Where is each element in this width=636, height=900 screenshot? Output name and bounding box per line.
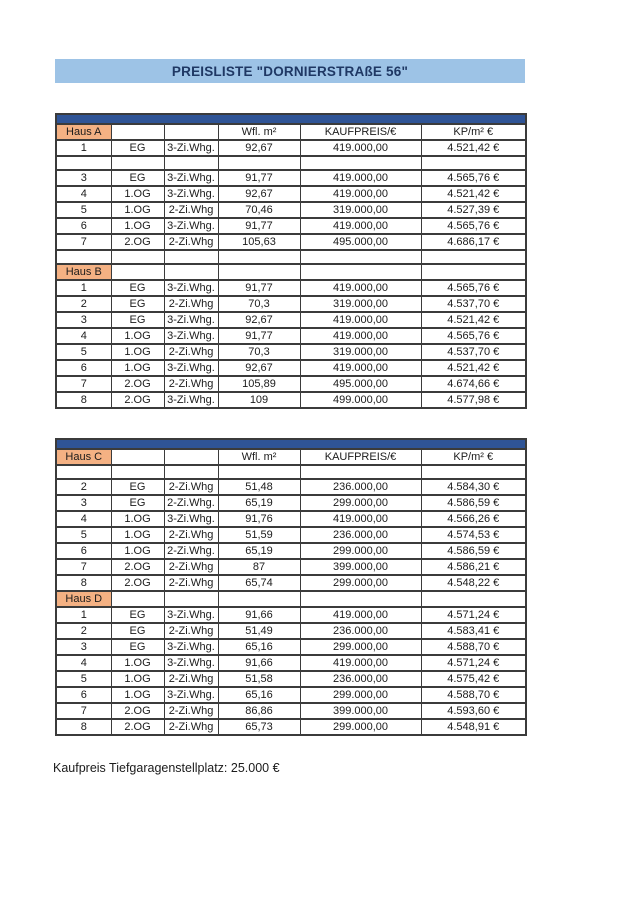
unit-row (56, 527, 526, 543)
cell-area: 91,66 (218, 607, 300, 623)
cell-unit-type: 2-Zi.Whg. (164, 495, 218, 511)
price-table-haus-a-b (55, 113, 527, 409)
accent-bar-row (56, 439, 526, 449)
cell-purchase-price: 419.000,00 (300, 360, 421, 376)
cell-area: 65,19 (218, 495, 300, 511)
unit-row (56, 140, 526, 156)
unit-row (56, 344, 526, 360)
unit-row (56, 671, 526, 687)
cell-area: 87 (218, 559, 300, 575)
cell-floor: EG (111, 623, 164, 639)
cell-area: 86,86 (218, 703, 300, 719)
cell-area: 65,74 (218, 575, 300, 591)
blank-cell (111, 250, 164, 264)
cell-floor: 1.OG (111, 527, 164, 543)
haus-section-label: Haus D (56, 591, 111, 607)
cell-unit-nr: 6 (56, 218, 111, 234)
cell-floor: 1.OG (111, 543, 164, 559)
cell-floor: EG (111, 140, 164, 156)
cell-unit-type: 3-Zi.Whg. (164, 328, 218, 344)
cell-area: 91,77 (218, 170, 300, 186)
cell-floor: 1.OG (111, 655, 164, 671)
cell-price-per-sqm: 4.586,59 € (421, 543, 526, 559)
blank-cell (218, 156, 300, 170)
unit-row (56, 655, 526, 671)
accent-bar-row (56, 114, 526, 124)
cell-area: 105,63 (218, 234, 300, 250)
price-table-haus-c-d (55, 438, 527, 736)
cell-area: 105,89 (218, 376, 300, 392)
cell-purchase-price: 419.000,00 (300, 218, 421, 234)
cell-price-per-sqm: 4.521,42 € (421, 360, 526, 376)
cell-area: 65,19 (218, 543, 300, 559)
cell-price-per-sqm: 4.521,42 € (421, 186, 526, 202)
cell-unit-nr: 5 (56, 344, 111, 360)
cell-unit-nr: 7 (56, 559, 111, 575)
cell-unit-nr: 3 (56, 312, 111, 328)
unit-row (56, 703, 526, 719)
cell-unit-nr: 4 (56, 655, 111, 671)
cell-purchase-price: 319.000,00 (300, 202, 421, 218)
cell-purchase-price: 419.000,00 (300, 511, 421, 527)
unit-row (56, 575, 526, 591)
cell-price-per-sqm: 4.565,76 € (421, 170, 526, 186)
unit-row (56, 392, 526, 408)
blank-cell (164, 264, 218, 280)
cell-unit-type: 3-Zi.Whg. (164, 607, 218, 623)
unit-row (56, 234, 526, 250)
accent-bar (56, 114, 526, 124)
cell-unit-type: 3-Zi.Whg. (164, 312, 218, 328)
cell-area: 109 (218, 392, 300, 408)
cell-area: 70,3 (218, 344, 300, 360)
cell-purchase-price: 419.000,00 (300, 328, 421, 344)
price-table-body (56, 439, 526, 735)
cell-floor: 1.OG (111, 687, 164, 703)
blank-cell (164, 465, 218, 479)
unit-row (56, 687, 526, 703)
blank-cell (111, 156, 164, 170)
cell-unit-type: 2-Zi.Whg (164, 202, 218, 218)
cell-purchase-price: 236.000,00 (300, 479, 421, 495)
unit-row (56, 186, 526, 202)
blank-cell (421, 156, 526, 170)
blank-cell (218, 591, 300, 607)
cell-unit-type: 3-Zi.Whg. (164, 392, 218, 408)
cell-price-per-sqm: 4.565,76 € (421, 280, 526, 296)
empty-row (56, 156, 526, 170)
blank-cell (56, 156, 111, 170)
col-header-area: Wfl. m² (218, 124, 300, 140)
cell-price-per-sqm: 4.586,59 € (421, 495, 526, 511)
cell-floor: 1.OG (111, 671, 164, 687)
cell-floor: 2.OG (111, 234, 164, 250)
cell-area: 91,77 (218, 280, 300, 296)
title-banner (55, 59, 525, 83)
cell-price-per-sqm: 4.584,30 € (421, 479, 526, 495)
cell-purchase-price: 499.000,00 (300, 392, 421, 408)
cell-area: 92,67 (218, 360, 300, 376)
cell-floor: EG (111, 312, 164, 328)
cell-area: 92,67 (218, 186, 300, 202)
col-header-price: KAUFPREIS/€ (300, 124, 421, 140)
cell-unit-nr: 6 (56, 543, 111, 559)
cell-price-per-sqm: 4.548,91 € (421, 719, 526, 735)
unit-row (56, 312, 526, 328)
cell-unit-nr: 4 (56, 186, 111, 202)
cell-floor: EG (111, 296, 164, 312)
cell-purchase-price: 419.000,00 (300, 170, 421, 186)
cell-price-per-sqm: 4.521,42 € (421, 140, 526, 156)
blank-cell (421, 250, 526, 264)
cell-floor: EG (111, 280, 164, 296)
cell-unit-nr: 7 (56, 234, 111, 250)
cell-unit-nr: 8 (56, 719, 111, 735)
cell-price-per-sqm: 4.571,24 € (421, 607, 526, 623)
cell-purchase-price: 299.000,00 (300, 495, 421, 511)
blank-cell (164, 250, 218, 264)
cell-floor: 1.OG (111, 202, 164, 218)
cell-unit-type: 2-Zi.Whg (164, 671, 218, 687)
cell-purchase-price: 399.000,00 (300, 559, 421, 575)
cell-unit-type: 2-Zi.Whg (164, 559, 218, 575)
cell-floor: 1.OG (111, 344, 164, 360)
price-table-body (56, 114, 526, 408)
haus-section-label: Haus A (56, 124, 111, 140)
cell-unit-type: 3-Zi.Whg. (164, 218, 218, 234)
unit-row (56, 719, 526, 735)
cell-floor: EG (111, 170, 164, 186)
unit-row (56, 280, 526, 296)
cell-unit-nr: 5 (56, 202, 111, 218)
cell-unit-type: 3-Zi.Whg. (164, 280, 218, 296)
cell-unit-nr: 7 (56, 376, 111, 392)
col-header-price-per-sqm: KP/m² € (421, 124, 526, 140)
cell-unit-nr: 6 (56, 687, 111, 703)
cell-price-per-sqm: 4.527,39 € (421, 202, 526, 218)
cell-area: 70,46 (218, 202, 300, 218)
cell-unit-type: 3-Zi.Whg. (164, 360, 218, 376)
cell-unit-type: 3-Zi.Whg. (164, 170, 218, 186)
cell-unit-type: 2-Zi.Whg (164, 376, 218, 392)
column-header-row (56, 449, 526, 465)
haus-section-label: Haus B (56, 264, 111, 280)
empty-row (56, 250, 526, 264)
cell-purchase-price: 299.000,00 (300, 543, 421, 559)
cell-unit-type: 3-Zi.Whg. (164, 655, 218, 671)
cell-area: 91,76 (218, 511, 300, 527)
cell-unit-type: 2-Zi.Whg (164, 527, 218, 543)
cell-price-per-sqm: 4.566,26 € (421, 511, 526, 527)
col-header-price: KAUFPREIS/€ (300, 449, 421, 465)
unit-row (56, 607, 526, 623)
cell-price-per-sqm: 4.565,76 € (421, 218, 526, 234)
cell-purchase-price: 236.000,00 (300, 527, 421, 543)
col-header-area: Wfl. m² (218, 449, 300, 465)
cell-price-per-sqm: 4.586,21 € (421, 559, 526, 575)
blank-cell (421, 591, 526, 607)
unit-row (56, 202, 526, 218)
garage-price-note: Kaufpreis Tiefgaragenstellplatz: 25.000 € (53, 761, 280, 775)
header-blank-cell (164, 449, 218, 465)
header-blank-cell (111, 449, 164, 465)
cell-floor: 2.OG (111, 575, 164, 591)
cell-unit-nr: 8 (56, 392, 111, 408)
cell-floor: 1.OG (111, 186, 164, 202)
accent-bar (56, 439, 526, 449)
cell-floor: 1.OG (111, 360, 164, 376)
blank-cell (300, 465, 421, 479)
cell-unit-nr: 3 (56, 495, 111, 511)
cell-purchase-price: 236.000,00 (300, 671, 421, 687)
cell-unit-nr: 4 (56, 511, 111, 527)
cell-purchase-price: 419.000,00 (300, 655, 421, 671)
cell-price-per-sqm: 4.574,53 € (421, 527, 526, 543)
unit-row (56, 170, 526, 186)
cell-price-per-sqm: 4.593,60 € (421, 703, 526, 719)
cell-purchase-price: 299.000,00 (300, 575, 421, 591)
cell-area: 51,48 (218, 479, 300, 495)
unit-row (56, 623, 526, 639)
blank-cell (300, 250, 421, 264)
cell-unit-type: 2-Zi.Whg (164, 344, 218, 360)
blank-cell (111, 264, 164, 280)
blank-cell (421, 465, 526, 479)
cell-purchase-price: 236.000,00 (300, 623, 421, 639)
section-label-row (56, 591, 526, 607)
unit-row (56, 218, 526, 234)
cell-area: 65,16 (218, 639, 300, 655)
cell-purchase-price: 419.000,00 (300, 280, 421, 296)
cell-unit-nr: 1 (56, 140, 111, 156)
cell-unit-nr: 8 (56, 575, 111, 591)
cell-unit-type: 3-Zi.Whg. (164, 687, 218, 703)
cell-purchase-price: 299.000,00 (300, 719, 421, 735)
blank-cell (421, 264, 526, 280)
cell-purchase-price: 495.000,00 (300, 376, 421, 392)
cell-price-per-sqm: 4.571,24 € (421, 655, 526, 671)
cell-floor: 2.OG (111, 703, 164, 719)
cell-floor: 1.OG (111, 328, 164, 344)
cell-unit-type: 3-Zi.Whg. (164, 140, 218, 156)
cell-unit-type: 2-Zi.Whg (164, 703, 218, 719)
cell-area: 92,67 (218, 140, 300, 156)
cell-purchase-price: 319.000,00 (300, 296, 421, 312)
cell-floor: 2.OG (111, 376, 164, 392)
cell-floor: 2.OG (111, 559, 164, 575)
cell-price-per-sqm: 4.588,70 € (421, 687, 526, 703)
cell-unit-nr: 3 (56, 639, 111, 655)
cell-unit-nr: 1 (56, 607, 111, 623)
cell-purchase-price: 319.000,00 (300, 344, 421, 360)
cell-price-per-sqm: 4.588,70 € (421, 639, 526, 655)
empty-row (56, 465, 526, 479)
cell-area: 51,58 (218, 671, 300, 687)
blank-cell (111, 465, 164, 479)
blank-cell (300, 156, 421, 170)
cell-price-per-sqm: 4.548,22 € (421, 575, 526, 591)
haus-section-label: Haus C (56, 449, 111, 465)
blank-cell (56, 250, 111, 264)
page-title: PREISLISTE "DORNIERSTRAßE 56" (171, 63, 409, 79)
cell-unit-type: 2-Zi.Whg (164, 234, 218, 250)
cell-price-per-sqm: 4.537,70 € (421, 296, 526, 312)
blank-cell (111, 591, 164, 607)
cell-purchase-price: 419.000,00 (300, 140, 421, 156)
cell-unit-type: 3-Zi.Whg. (164, 511, 218, 527)
cell-floor: EG (111, 495, 164, 511)
cell-purchase-price: 419.000,00 (300, 312, 421, 328)
unit-row (56, 328, 526, 344)
blank-cell (164, 591, 218, 607)
blank-cell (300, 591, 421, 607)
blank-cell (218, 264, 300, 280)
cell-unit-nr: 5 (56, 671, 111, 687)
cell-unit-type: 2-Zi.Whg. (164, 543, 218, 559)
cell-price-per-sqm: 4.565,76 € (421, 328, 526, 344)
cell-floor: EG (111, 639, 164, 655)
cell-unit-type: 3-Zi.Whg. (164, 639, 218, 655)
cell-price-per-sqm: 4.583,41 € (421, 623, 526, 639)
cell-area: 91,77 (218, 218, 300, 234)
unit-row (56, 559, 526, 575)
cell-unit-nr: 3 (56, 170, 111, 186)
blank-cell (300, 264, 421, 280)
cell-purchase-price: 299.000,00 (300, 639, 421, 655)
cell-unit-type: 2-Zi.Whg (164, 479, 218, 495)
cell-purchase-price: 495.000,00 (300, 234, 421, 250)
cell-unit-nr: 2 (56, 296, 111, 312)
cell-floor: 2.OG (111, 719, 164, 735)
cell-floor: 1.OG (111, 218, 164, 234)
cell-unit-nr: 2 (56, 623, 111, 639)
blank-cell (56, 465, 111, 479)
cell-unit-nr: 4 (56, 328, 111, 344)
cell-area: 92,67 (218, 312, 300, 328)
unit-row (56, 639, 526, 655)
cell-purchase-price: 419.000,00 (300, 186, 421, 202)
cell-price-per-sqm: 4.577,98 € (421, 392, 526, 408)
cell-unit-type: 2-Zi.Whg (164, 623, 218, 639)
cell-unit-type: 2-Zi.Whg (164, 575, 218, 591)
section-label-row (56, 264, 526, 280)
cell-price-per-sqm: 4.537,70 € (421, 344, 526, 360)
cell-price-per-sqm: 4.521,42 € (421, 312, 526, 328)
cell-area: 65,73 (218, 719, 300, 735)
blank-cell (218, 465, 300, 479)
cell-unit-nr: 2 (56, 479, 111, 495)
unit-row (56, 479, 526, 495)
unit-row (56, 376, 526, 392)
unit-row (56, 511, 526, 527)
cell-area: 91,77 (218, 328, 300, 344)
column-header-row (56, 124, 526, 140)
cell-floor: 1.OG (111, 511, 164, 527)
cell-area: 51,49 (218, 623, 300, 639)
cell-price-per-sqm: 4.674,66 € (421, 376, 526, 392)
unit-row (56, 543, 526, 559)
cell-floor: EG (111, 479, 164, 495)
unit-row (56, 360, 526, 376)
cell-purchase-price: 299.000,00 (300, 687, 421, 703)
cell-unit-type: 2-Zi.Whg (164, 719, 218, 735)
cell-unit-type: 2-Zi.Whg (164, 296, 218, 312)
cell-purchase-price: 399.000,00 (300, 703, 421, 719)
header-blank-cell (164, 124, 218, 140)
blank-cell (218, 250, 300, 264)
cell-price-per-sqm: 4.686,17 € (421, 234, 526, 250)
cell-price-per-sqm: 4.575,42 € (421, 671, 526, 687)
blank-cell (164, 156, 218, 170)
cell-unit-nr: 6 (56, 360, 111, 376)
cell-purchase-price: 419.000,00 (300, 607, 421, 623)
cell-unit-nr: 5 (56, 527, 111, 543)
header-blank-cell (111, 124, 164, 140)
col-header-price-per-sqm: KP/m² € (421, 449, 526, 465)
cell-area: 70,3 (218, 296, 300, 312)
cell-unit-nr: 1 (56, 280, 111, 296)
cell-area: 65,16 (218, 687, 300, 703)
unit-row (56, 495, 526, 511)
cell-unit-nr: 7 (56, 703, 111, 719)
cell-area: 91,66 (218, 655, 300, 671)
cell-floor: 2.OG (111, 392, 164, 408)
cell-unit-type: 3-Zi.Whg. (164, 186, 218, 202)
unit-row (56, 296, 526, 312)
cell-area: 51,59 (218, 527, 300, 543)
cell-floor: EG (111, 607, 164, 623)
